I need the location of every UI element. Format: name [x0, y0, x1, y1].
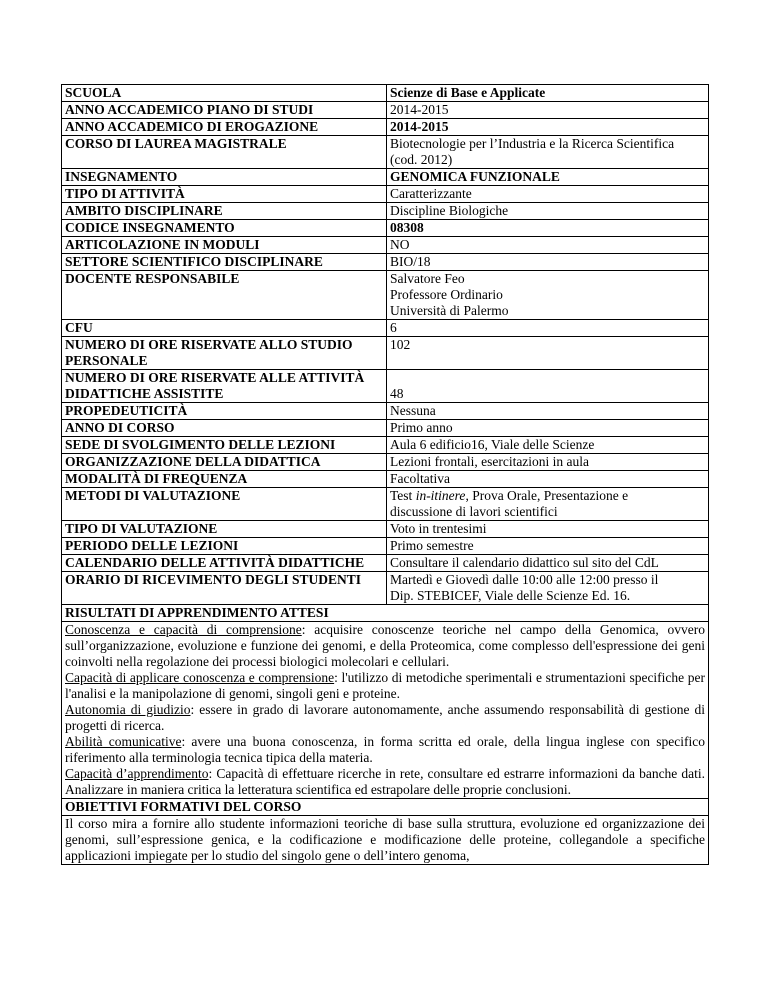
row-value [387, 337, 709, 370]
objectives-body-row [62, 816, 709, 865]
row-value-line: Nessuna [390, 403, 436, 418]
row-label: INSEGNAMENTO [62, 169, 387, 186]
row-label: ANNO DI CORSO [62, 420, 387, 437]
row-value [387, 119, 709, 136]
row-label: CORSO DI LAUREA MAGISTRALE [62, 136, 387, 169]
row-label: TIPO DI ATTIVITÀ [62, 186, 387, 203]
row-value [387, 203, 709, 220]
row-value-line: 2014-2015 [390, 102, 449, 117]
row-value [387, 488, 709, 521]
row-label: NUMERO DI ORE RISERVATE ALLE ATTIVITÀ DIDATTICHE ASSISTITE [62, 370, 387, 403]
row-value [387, 370, 709, 403]
row-value-line: 2014-2015 [390, 119, 449, 134]
info-row [62, 237, 709, 254]
result-item-text: : avere una buona conoscenza, in forma scritta ed orale, della lingua inglese con specifico riferimento alla terminologia tecnica tipica della materia. [65, 734, 705, 765]
row-value-line: Scienze di Base e Applicate [390, 85, 546, 100]
row-value [387, 471, 709, 488]
row-value-line: Salvatore Feo [390, 271, 465, 286]
row-value-line: Biotecnologie per l’Industria e la Ricerca Scientifica [390, 136, 675, 151]
row-value-line: Consultare il calendario didattico sul sito del CdL [390, 555, 659, 570]
row-value-line: discussione di lavori scientifici [390, 504, 558, 519]
info-row [62, 555, 709, 572]
info-row [62, 420, 709, 437]
row-value-line: Voto in trentesimi [390, 521, 487, 536]
row-value-line: (cod. 2012) [390, 152, 453, 167]
info-row [62, 572, 709, 605]
row-value [387, 237, 709, 254]
row-label: TIPO DI VALUTAZIONE [62, 521, 387, 538]
info-row [62, 337, 709, 370]
row-label: ANNO ACCADEMICO PIANO DI STUDI [62, 102, 387, 119]
row-label: NUMERO DI ORE RISERVATE ALLO STUDIO PERSONALE [62, 337, 387, 370]
result-item [65, 702, 705, 734]
row-label: CALENDARIO DELLE ATTIVITÀ DIDATTICHE [62, 555, 387, 572]
row-value [387, 403, 709, 420]
info-row [62, 454, 709, 471]
result-item-label: Capacità di applicare conoscenza e comprensione [65, 670, 335, 685]
row-value-line: Lezioni frontali, esercitazioni in aula [390, 454, 590, 469]
row-value-line: BIO/18 [390, 254, 431, 269]
info-row [62, 203, 709, 220]
info-row [62, 521, 709, 538]
results-heading: RISULTATI DI APPRENDIMENTO ATTESI [62, 605, 709, 622]
info-row [62, 370, 709, 403]
result-item [65, 670, 705, 702]
row-value [387, 220, 709, 237]
course-info-table [61, 84, 709, 865]
info-row [62, 102, 709, 119]
row-label: ORGANIZZAZIONE DELLA DIDATTICA [62, 454, 387, 471]
row-value [387, 320, 709, 337]
objectives-body: Il corso mira a fornire allo studente informazioni teoriche di base sulla struttura, evoluzione ed organizzazione dei genomi, sull’espressione genica, e la codificazione e modificazione delle proteine, collegandole a specifiche applicazioni impiegate per lo studio del singolo gene o dell’intero genoma, [62, 816, 709, 865]
course-info-rows [62, 85, 709, 605]
row-value-line: Martedì e Giovedì dalle 10:00 alle 12:00 presso il [390, 572, 659, 587]
row-label: MODALITÀ DI FREQUENZA [62, 471, 387, 488]
info-row [62, 320, 709, 337]
info-row [62, 119, 709, 136]
row-value-line: 48 [390, 386, 404, 401]
results-body [62, 622, 709, 799]
row-label: SEDE DI SVOLGIMENTO DELLE LEZIONI [62, 437, 387, 454]
result-item-text: : Capacità di effettuare ricerche in rete, consultare ed estrarre informazioni da banche dati. Analizzare in maniera critica la letteratura scientifica ed estrapolare delle proprie conclusioni. [65, 766, 705, 797]
row-value [387, 85, 709, 102]
row-value-line: Dip. STEBICEF, Viale delle Scienze Ed. 16. [390, 588, 631, 603]
row-label: PERIODO DELLE LEZIONI [62, 538, 387, 555]
info-row [62, 136, 709, 169]
row-value [387, 169, 709, 186]
row-value-line: Professore Ordinario [390, 287, 503, 302]
result-item [65, 766, 705, 798]
info-row [62, 85, 709, 102]
row-value-line: 102 [390, 337, 411, 352]
row-value-line: Test in-itinere, Prova Orale, Presentazione e [390, 488, 629, 503]
info-row [62, 471, 709, 488]
row-value-line: Discipline Biologiche [390, 203, 509, 218]
info-row [62, 538, 709, 555]
row-value [387, 555, 709, 572]
results-body-row [62, 622, 709, 799]
row-value-line: 6 [390, 320, 397, 335]
row-value [387, 437, 709, 454]
row-value [387, 420, 709, 437]
row-value-line: Università di Palermo [390, 303, 509, 318]
row-label: SCUOLA [62, 85, 387, 102]
row-label: ANNO ACCADEMICO DI EROGAZIONE [62, 119, 387, 136]
row-value [387, 521, 709, 538]
info-row [62, 437, 709, 454]
result-item-label: Capacità d’apprendimento [65, 766, 209, 781]
result-item-text: : l'utilizzo di metodiche sperimentali e strumentazioni specifiche per l'analisi e la manipolazione di genomi, singoli geni e proteine. [65, 670, 706, 701]
row-label: SETTORE SCIENTIFICO DISCIPLINARE [62, 254, 387, 271]
row-value [387, 572, 709, 605]
info-row [62, 169, 709, 186]
row-value [387, 538, 709, 555]
row-value [387, 136, 709, 169]
results-section [62, 605, 709, 865]
row-value-line: Caratterizzante [390, 186, 472, 201]
row-value-line: 08308 [390, 220, 424, 235]
row-value-line: Primo anno [390, 420, 453, 435]
row-label: PROPEDEUTICITÀ [62, 403, 387, 420]
row-value-line: Aula 6 edificio16, Viale delle Scienze [390, 437, 595, 452]
result-item-text: : essere in grado di lavorare autonomamente, anche assumendo responsabilità di gestione di progetti di ricerca. [65, 702, 705, 733]
row-label: ARTICOLAZIONE IN MODULI [62, 237, 387, 254]
row-value-line: GENOMICA FUNZIONALE [390, 169, 560, 184]
row-label: CFU [62, 320, 387, 337]
row-value-line [390, 370, 705, 386]
result-item-label: Conoscenza e capacità di comprensione [65, 622, 302, 637]
result-item [65, 622, 705, 670]
result-item-label: Autonomia di giudizio [65, 702, 191, 717]
result-item [65, 734, 705, 766]
info-row [62, 403, 709, 420]
objectives-heading: OBIETTIVI FORMATIVI DEL CORSO [62, 799, 709, 816]
row-value-line: Facoltativa [390, 471, 450, 486]
info-row [62, 488, 709, 521]
result-item-label: Abilità comunicative [65, 734, 182, 749]
row-value [387, 186, 709, 203]
row-label: ORARIO DI RICEVIMENTO DEGLI STUDENTI [62, 572, 387, 605]
row-value [387, 102, 709, 119]
row-label: METODI DI VALUTAZIONE [62, 488, 387, 521]
row-label: AMBITO DISCIPLINARE [62, 203, 387, 220]
row-value [387, 271, 709, 320]
row-value [387, 454, 709, 471]
info-row [62, 220, 709, 237]
row-label: CODICE INSEGNAMENTO [62, 220, 387, 237]
results-heading-row [62, 605, 709, 622]
row-value-line: Primo semestre [390, 538, 474, 553]
info-row [62, 271, 709, 320]
info-row [62, 186, 709, 203]
row-value-line: NO [390, 237, 410, 252]
row-label: DOCENTE RESPONSABILE [62, 271, 387, 320]
result-item-text: : acquisire conoscenze teoriche nel campo della Genomica, ovvero sull’organizzazione, evoluzione e funzione dei genomi, e della Proteomica, come complesso dell'espressione dei geni coinvolti nella regolazione dei processi biologici molecolari e cellulari. [65, 622, 706, 669]
objectives-heading-row [62, 799, 709, 816]
info-row [62, 254, 709, 271]
row-value [387, 254, 709, 271]
